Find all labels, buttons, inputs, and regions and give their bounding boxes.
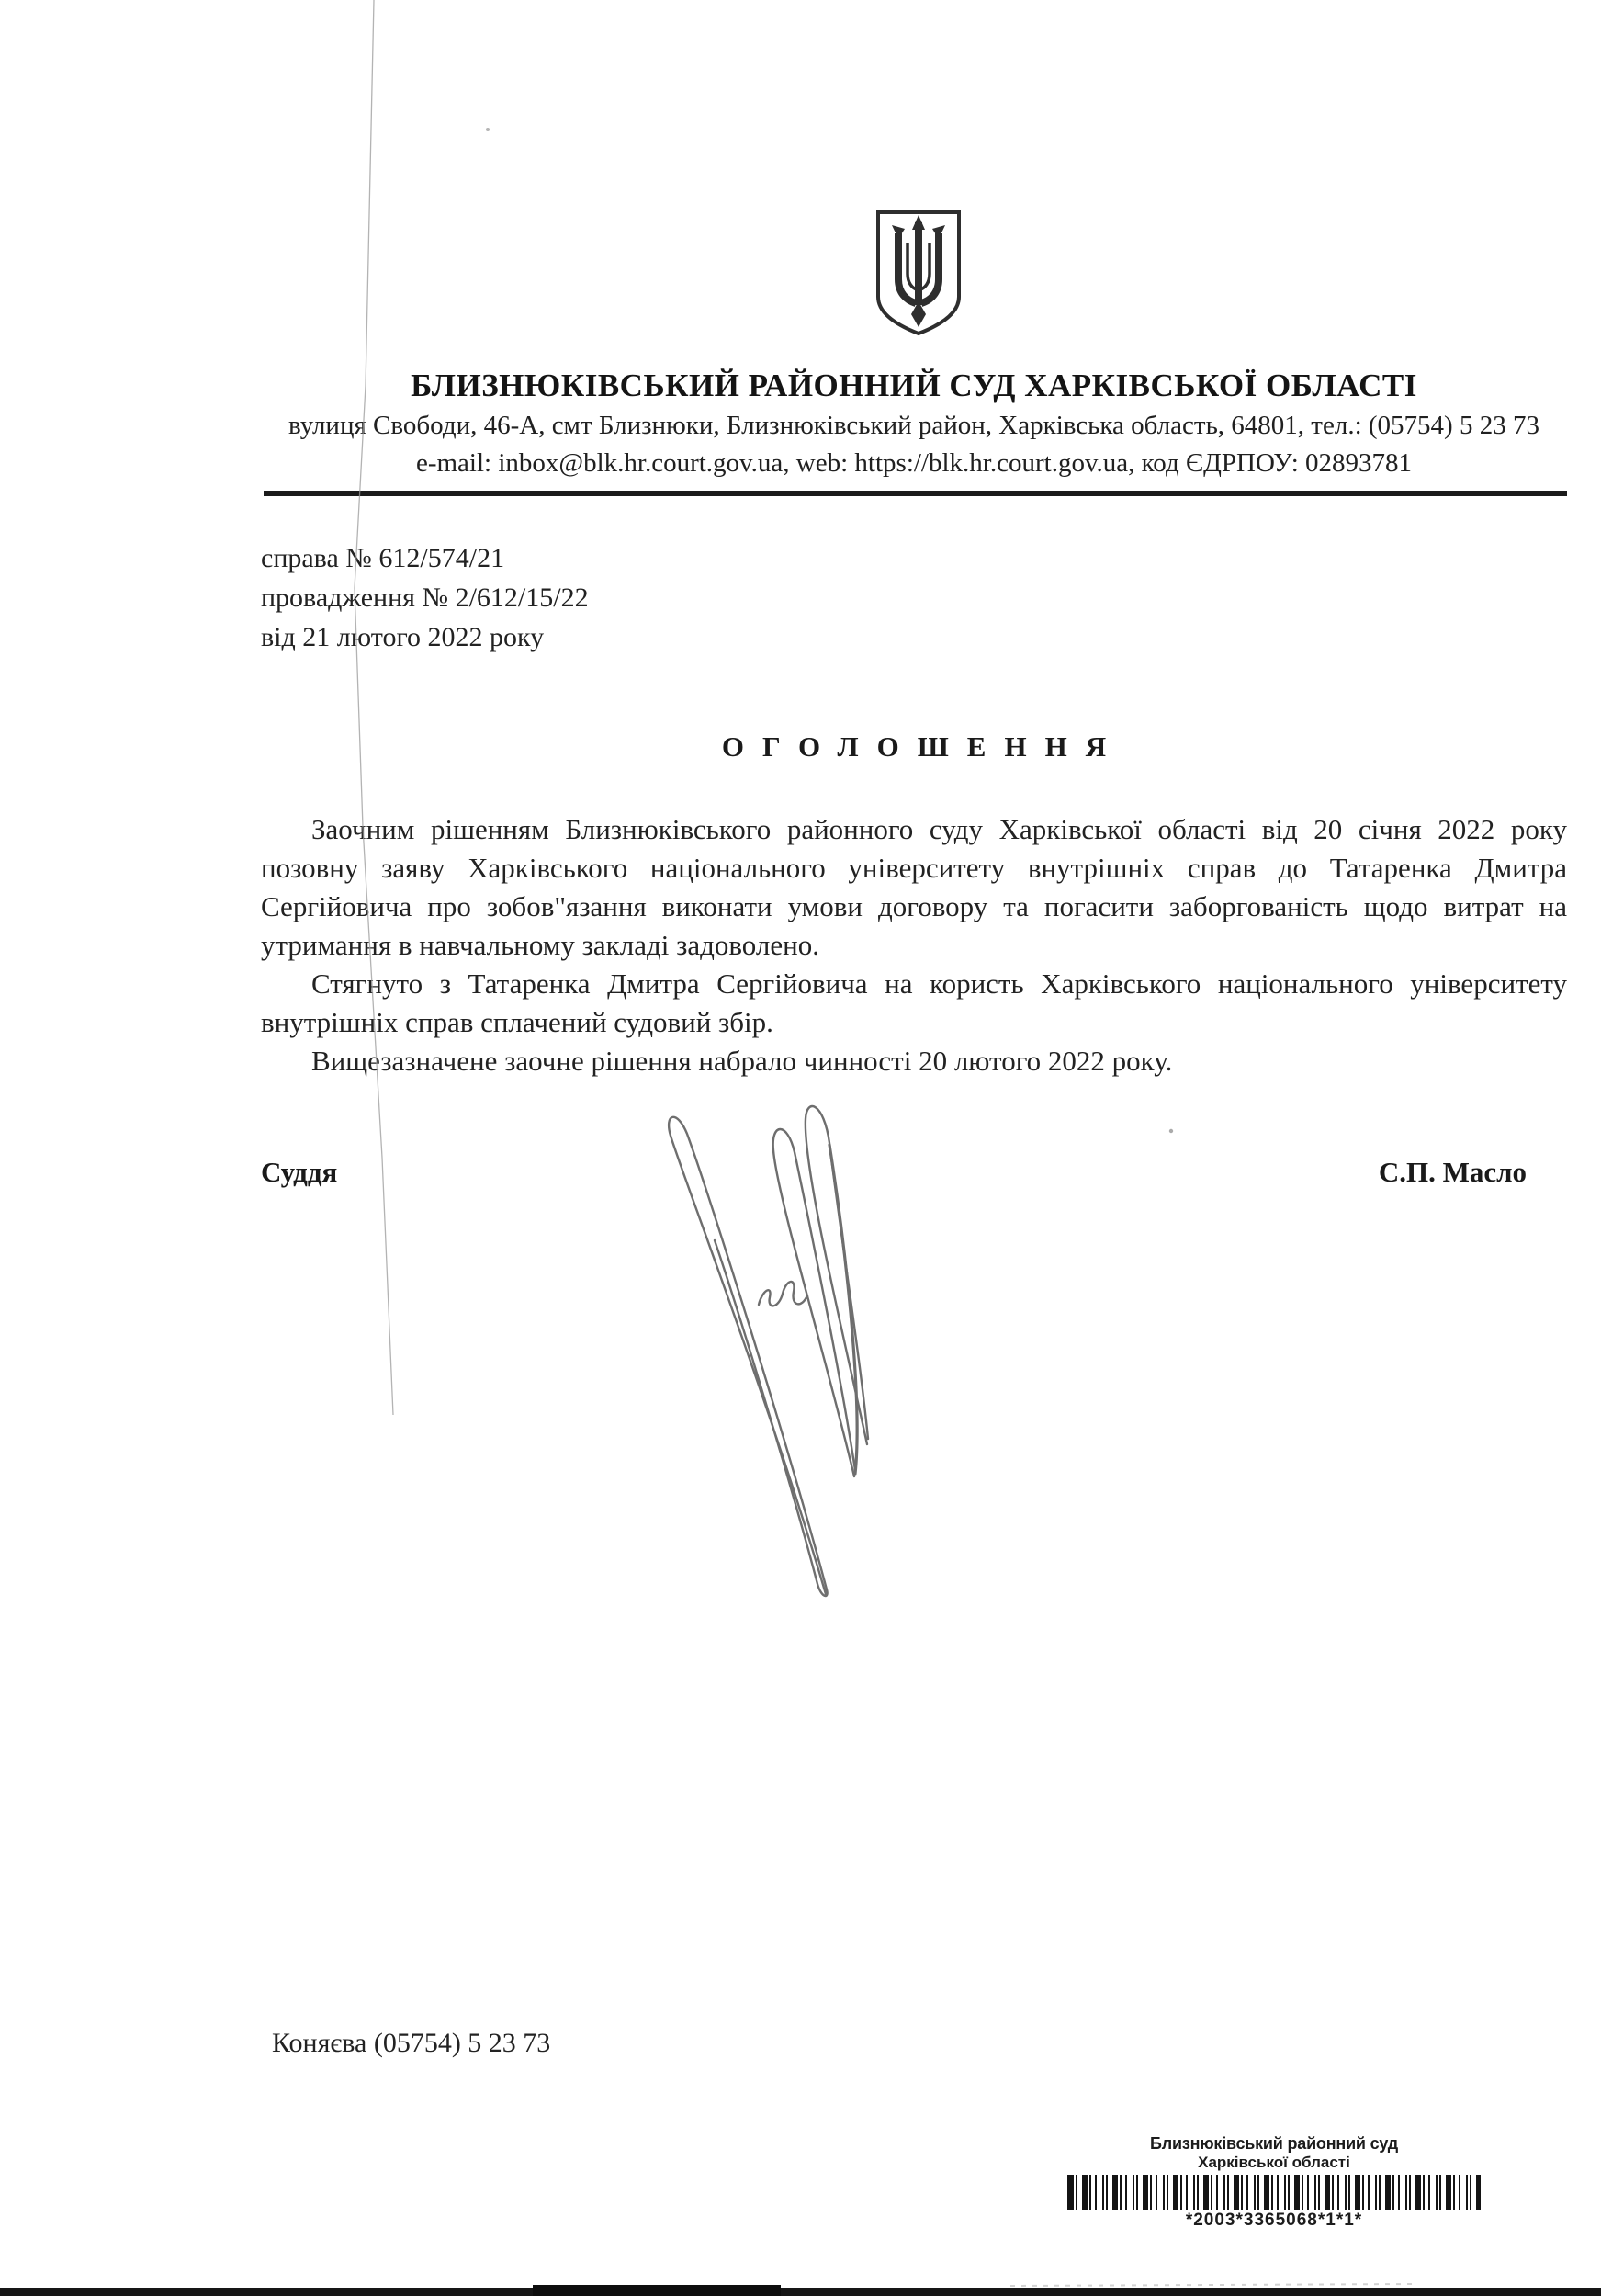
proceeding-number-line: провадження № 2/612/15/22 xyxy=(261,582,589,613)
body-paragraph: Заочним рішенням Близнюківського районного суду Харківської області від 20 січня 2022 року позовну заяву Харківського національного університету внутрішніх справ до Татаренка Дмитра Сергійовича про зобов"язання виконати умови договору та погасити заборгованість щодо витрат на утримання в навчальному закладі задоволено. xyxy=(261,813,1567,961)
clerk-phone-line: Коняєва (05754) 5 23 73 xyxy=(272,2028,551,2058)
barcode-number: *2003*3365068*1*1* xyxy=(1185,2211,1363,2230)
stamp-court-name-line1: Близнюківський районний суд xyxy=(1149,2134,1398,2153)
court-name: БЛИЗНЮКІВСЬКИЙ РАЙОННИЙ СУД ХАРКІВСЬКОЇ ОБЛАСТІ xyxy=(411,368,1417,403)
barcode-icon xyxy=(1067,2175,1481,2210)
announcement-body xyxy=(261,810,1567,1080)
registration-stamp xyxy=(1035,2133,1513,2231)
judge-name: С.П. Масло xyxy=(1378,1156,1527,1188)
court-contacts: e-mail: inbox@blk.hr.court.gov.ua, web: https://blk.hr.court.gov.ua, код ЄДРПОУ: 02893781 xyxy=(415,448,1413,478)
scan-bottom-edge-blob xyxy=(533,2285,781,2296)
court-address: вулиця Свободи, 46-А, смт Близнюки, Близнюківський район, Харківська область, 64801, тел.: (05754) 5 23 73 xyxy=(288,411,1539,440)
scan-bottom-edge xyxy=(0,2288,1601,2296)
judge-role-label: Суддя xyxy=(261,1156,338,1188)
document-date-line: від 21 лютого 2022 року xyxy=(261,622,545,652)
case-info-block xyxy=(261,538,589,657)
body-paragraph: Вищезазначене заочне рішення набрало чинності 20 лютого 2022 року. xyxy=(311,1045,1173,1077)
case-number-line: справа № 612/574/21 xyxy=(261,543,505,573)
document-title: ОГОЛОШЕННЯ xyxy=(721,730,1125,763)
stamp-court-name-line2: Харківської області xyxy=(1198,2154,1350,2171)
header-divider-rule xyxy=(264,491,1567,496)
ukraine-trident-shield-icon xyxy=(872,208,965,337)
signature-row xyxy=(261,1156,1527,1189)
body-paragraph: Стягнуто з Татаренка Дмитра Сергійовича на користь Харківського національного університету внутрішніх справ сплачений судовий збір. xyxy=(261,967,1567,1038)
